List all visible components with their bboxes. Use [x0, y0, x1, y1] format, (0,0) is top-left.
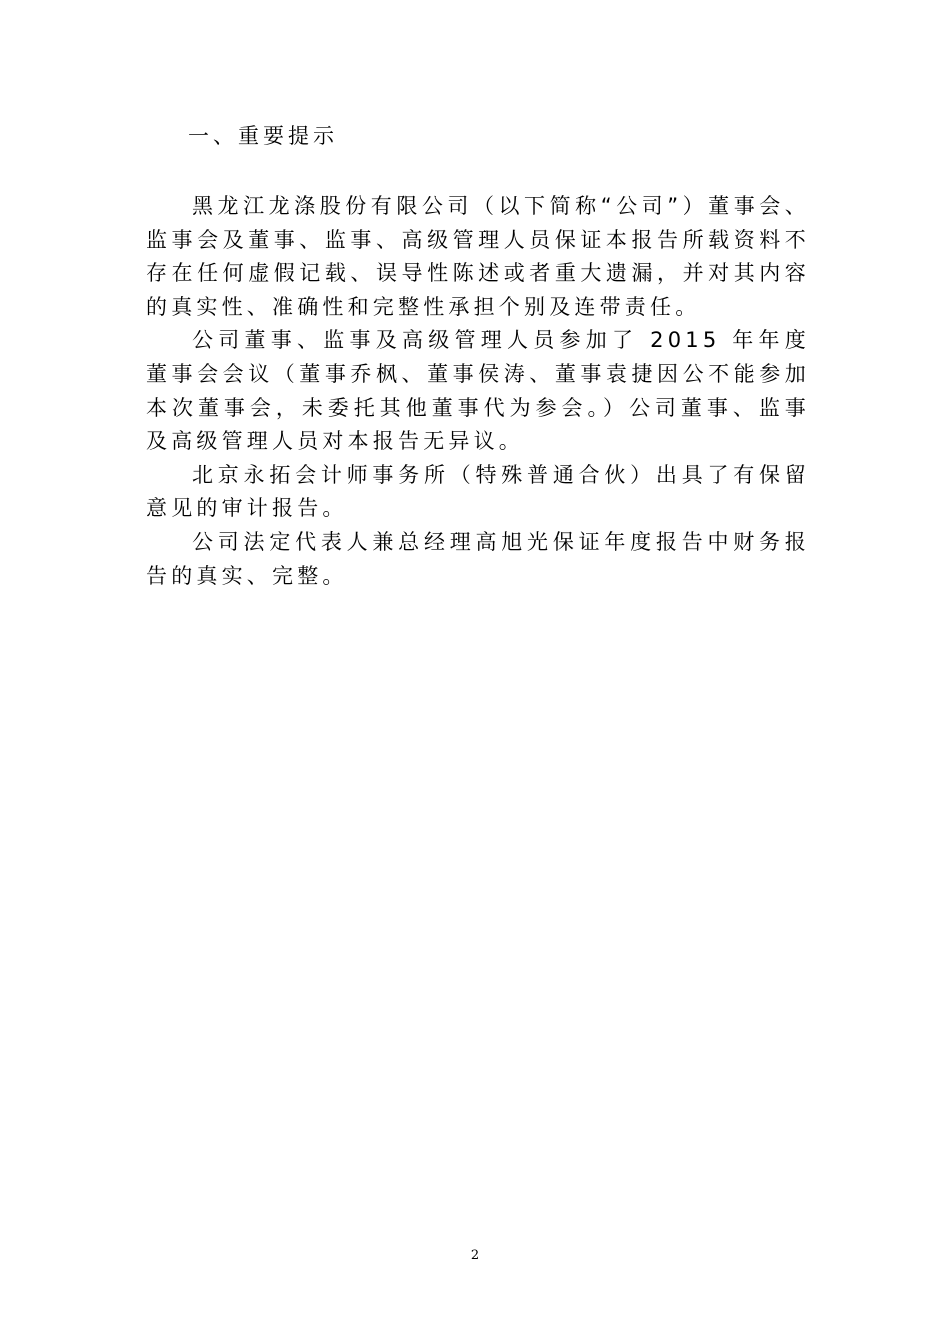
- paragraph-legal-representative: 公司法定代表人兼总经理高旭光保证年度报告中财务报告的真实、完整。: [146, 529, 810, 588]
- body-text: [146, 190, 810, 593]
- page-number: 2: [470, 1248, 480, 1263]
- paragraph-board-meeting: 公司董事、监事及高级管理人员参加了 2015 年年度董事会会议（董事乔枫、董事侯涛、董事袁捷因公不能参加本次董事会，未委托其他董事代为参会。）公司董事、监事及高级管理人员对本报告无异议。: [146, 328, 810, 454]
- paragraph-audit-opinion: 北京永拓会计师事务所（特殊普通合伙）出具了有保留意见的审计报告。: [146, 462, 810, 521]
- paragraph-board-guarantee: 黑龙江龙涤股份有限公司（以下简称“公司”）董事会、监事会及董事、监事、高级管理人员保证本报告所载资料不存在任何虚假记载、误导性陈述或者重大遗漏，并对其内容的真实性、准确性和完整性承担个别及连带责任。: [146, 194, 810, 319]
- section-heading: 一、重要提示: [188, 124, 338, 148]
